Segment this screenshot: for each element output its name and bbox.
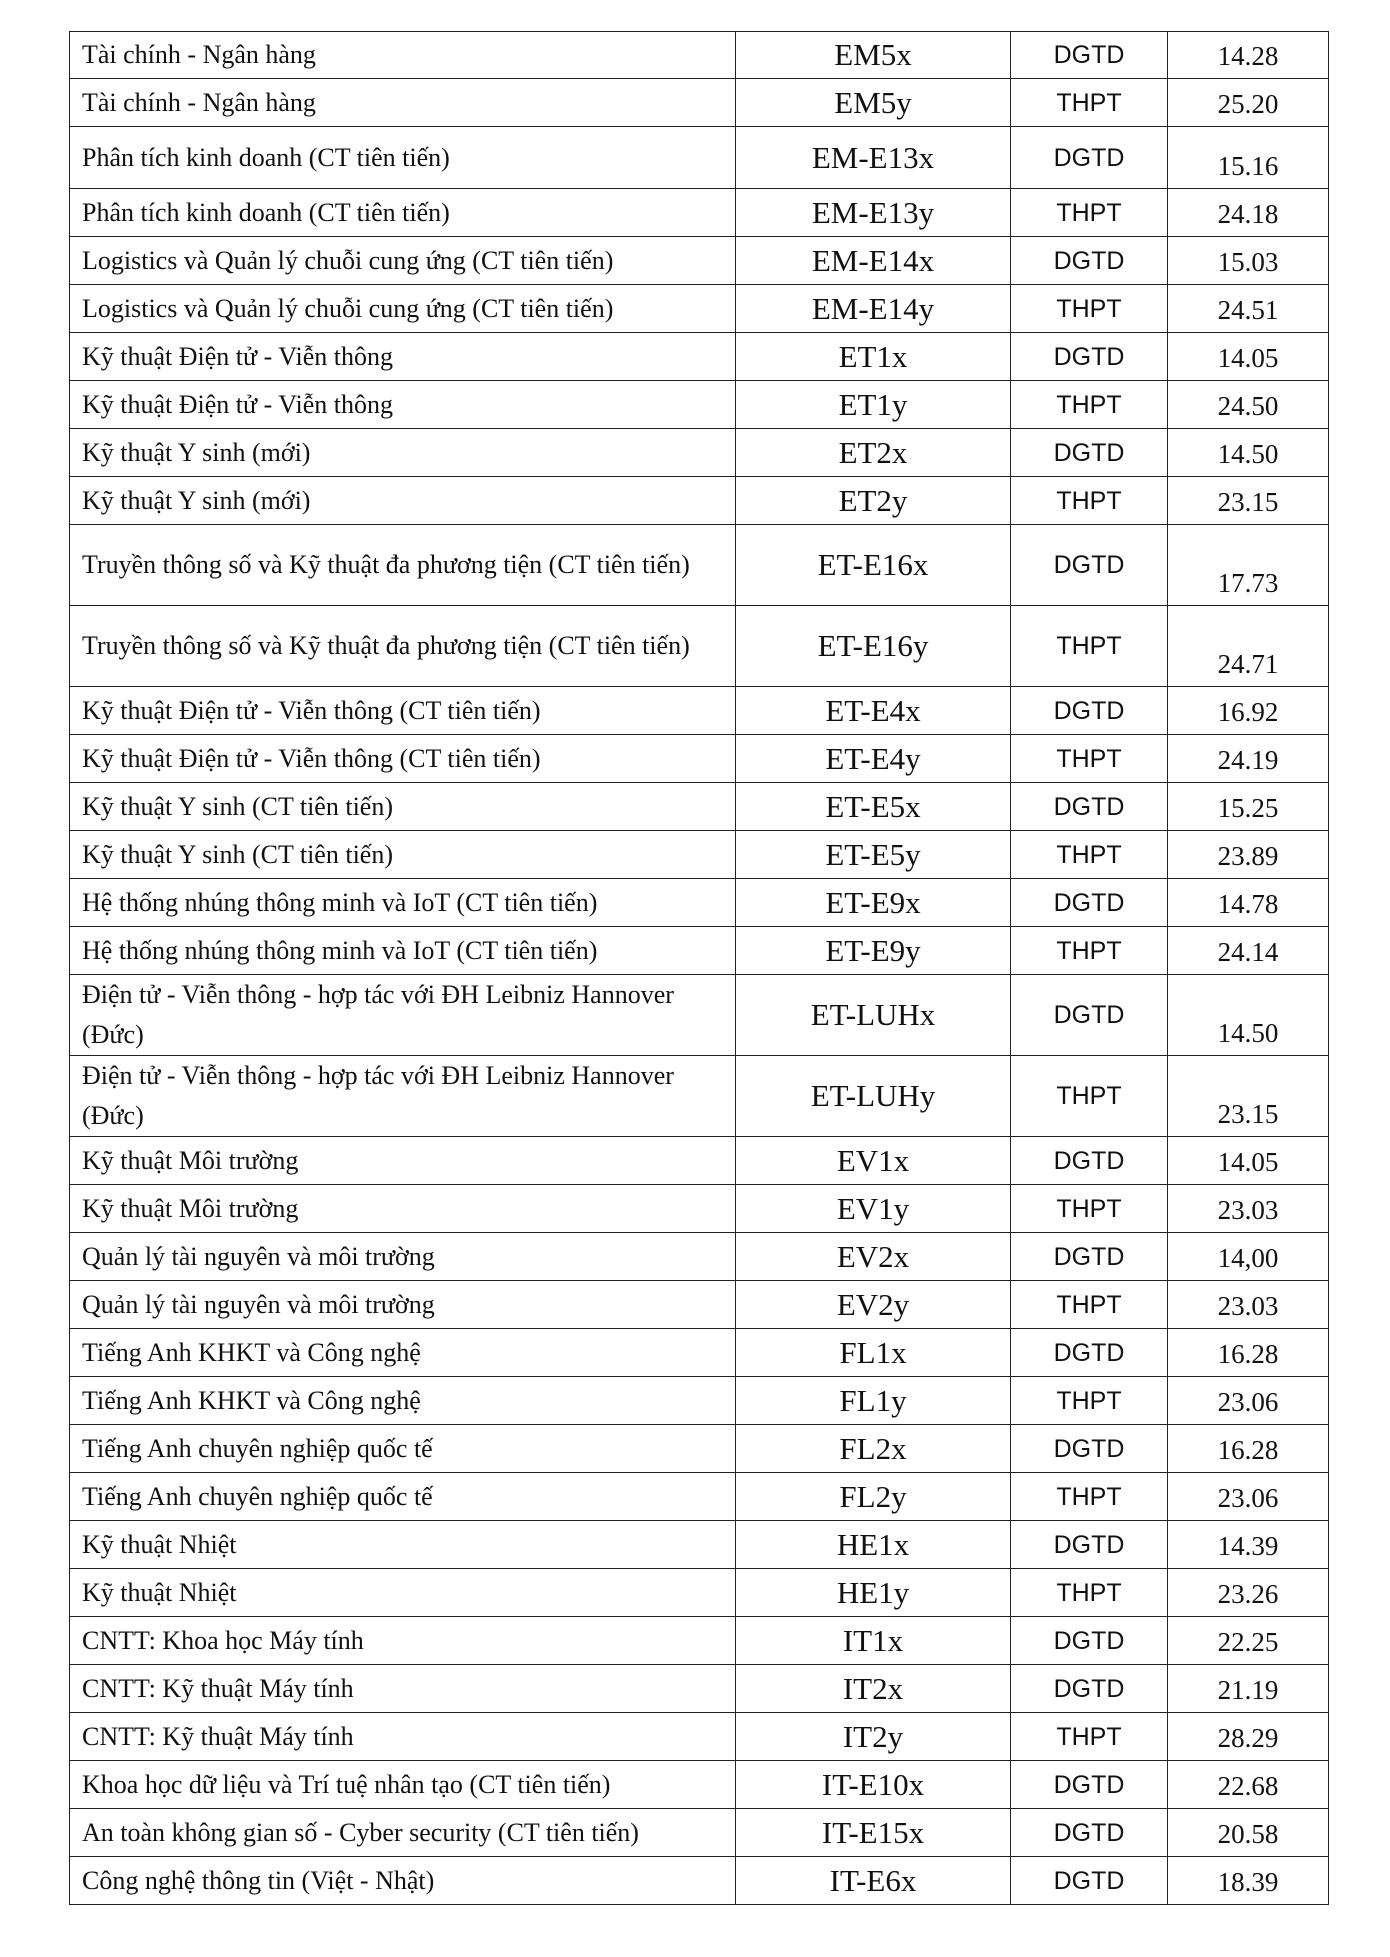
cutoff-score-cell: 23.06 — [1168, 1377, 1329, 1425]
cutoff-score-cell: 23.03 — [1168, 1281, 1329, 1329]
program-code-cell: IT2y — [736, 1713, 1011, 1761]
cutoff-score-cell: 24.18 — [1168, 189, 1329, 237]
program-code-cell: EM5y — [736, 79, 1011, 127]
program-name-cell: Công nghệ thông tin (Việt - Nhật) — [70, 1857, 736, 1905]
table-row — [70, 1185, 1329, 1233]
program-code-cell: ET1y — [736, 381, 1011, 429]
program-name-cell: Kỹ thuật Điện tử - Viễn thông — [70, 333, 736, 381]
cutoff-score-cell: 24.14 — [1168, 927, 1329, 975]
program-code-cell: EM5x — [736, 32, 1011, 79]
table-row — [70, 1617, 1329, 1665]
program-code-cell: ET-E4x — [736, 687, 1011, 735]
cutoff-score-cell: 23.89 — [1168, 831, 1329, 879]
table-row — [70, 237, 1329, 285]
program-name-cell: Khoa học dữ liệu và Trí tuệ nhân tạo (CT tiên tiến) — [70, 1761, 736, 1809]
admission-method-cell: THPT — [1011, 381, 1168, 429]
cutoff-score-cell: 22.25 — [1168, 1617, 1329, 1665]
program-code-cell: ET-E16y — [736, 606, 1011, 687]
program-name-cell: Logistics và Quản lý chuỗi cung ứng (CT tiên tiến) — [70, 285, 736, 333]
table-row — [70, 1377, 1329, 1425]
program-code-cell: ET2x — [736, 429, 1011, 477]
program-name-cell: Phân tích kinh doanh (CT tiên tiến) — [70, 189, 736, 237]
program-name-cell: Kỹ thuật Y sinh (CT tiên tiến) — [70, 783, 736, 831]
program-name-cell: Kỹ thuật Nhiệt — [70, 1569, 736, 1617]
cutoff-score-cell: 20.58 — [1168, 1809, 1329, 1857]
program-name-cell: Kỹ thuật Y sinh (mới) — [70, 429, 736, 477]
admission-method-cell: DGTD — [1011, 1665, 1168, 1713]
admission-method-cell: DGTD — [1011, 1617, 1168, 1665]
program-name-cell: Kỹ thuật Điện tử - Viễn thông (CT tiên tiến) — [70, 735, 736, 783]
program-name-cell: Kỹ thuật Y sinh (mới) — [70, 477, 736, 525]
program-name-cell: Tiếng Anh KHKT và Công nghệ — [70, 1329, 736, 1377]
cutoff-score-cell: 16.92 — [1168, 687, 1329, 735]
admission-method-cell: DGTD — [1011, 429, 1168, 477]
program-name-cell: Kỹ thuật Môi trường — [70, 1185, 736, 1233]
admission-method-cell: THPT — [1011, 477, 1168, 525]
program-name-cell: An toàn không gian số - Cyber security (CT tiên tiến) — [70, 1809, 736, 1857]
admission-method-cell: DGTD — [1011, 525, 1168, 606]
table-row — [70, 1281, 1329, 1329]
program-code-cell: ET-E9x — [736, 879, 1011, 927]
program-name-cell: Quản lý tài nguyên và môi trường — [70, 1281, 736, 1329]
cutoff-score-cell: 18.39 — [1168, 1857, 1329, 1905]
program-name-cell: CNTT: Kỹ thuật Máy tính — [70, 1665, 736, 1713]
table-row — [70, 1857, 1329, 1905]
table-row — [70, 477, 1329, 525]
admission-method-cell: DGTD — [1011, 1761, 1168, 1809]
program-code-cell: ET-E5x — [736, 783, 1011, 831]
program-code-cell: FL1x — [736, 1329, 1011, 1377]
cutoff-score-cell: 21.19 — [1168, 1665, 1329, 1713]
cutoff-score-cell: 23.15 — [1168, 477, 1329, 525]
cutoff-score-cell: 15.16 — [1168, 127, 1329, 189]
program-code-cell: IT1x — [736, 1617, 1011, 1665]
program-code-cell: ET-LUHx — [736, 975, 1011, 1056]
program-code-cell: ET-E4y — [736, 735, 1011, 783]
program-name-cell: CNTT: Khoa học Máy tính — [70, 1617, 736, 1665]
admission-method-cell: THPT — [1011, 285, 1168, 333]
admission-method-cell: DGTD — [1011, 32, 1168, 79]
table-row — [70, 1056, 1329, 1137]
cutoff-score-cell: 25.20 — [1168, 79, 1329, 127]
program-code-cell: IT2x — [736, 1665, 1011, 1713]
admission-method-cell: THPT — [1011, 1473, 1168, 1521]
table-row — [70, 831, 1329, 879]
table-row — [70, 927, 1329, 975]
cutoff-score-cell: 23.26 — [1168, 1569, 1329, 1617]
cutoff-score-cell: 22.68 — [1168, 1761, 1329, 1809]
cutoff-score-cell: 15.25 — [1168, 783, 1329, 831]
table-row — [70, 285, 1329, 333]
admission-method-cell: DGTD — [1011, 783, 1168, 831]
program-code-cell: IT-E10x — [736, 1761, 1011, 1809]
table-row — [70, 333, 1329, 381]
admission-method-cell: DGTD — [1011, 687, 1168, 735]
cutoff-score-cell: 14.05 — [1168, 333, 1329, 381]
cutoff-score-cell: 24.50 — [1168, 381, 1329, 429]
admission-method-cell: DGTD — [1011, 1329, 1168, 1377]
cutoff-score-cell: 17.73 — [1168, 525, 1329, 606]
cutoff-score-cell: 14.28 — [1168, 32, 1329, 79]
program-code-cell: EM-E13x — [736, 127, 1011, 189]
program-code-cell: EV1x — [736, 1137, 1011, 1185]
program-name-cell: Kỹ thuật Điện tử - Viễn thông — [70, 381, 736, 429]
program-name-cell: Logistics và Quản lý chuỗi cung ứng (CT tiên tiến) — [70, 237, 736, 285]
cutoff-score-cell: 15.03 — [1168, 237, 1329, 285]
program-name-cell: Kỹ thuật Nhiệt — [70, 1521, 736, 1569]
table-row — [70, 687, 1329, 735]
admission-method-cell: THPT — [1011, 189, 1168, 237]
table-row — [70, 1137, 1329, 1185]
program-code-cell: HE1x — [736, 1521, 1011, 1569]
admission-method-cell: THPT — [1011, 1056, 1168, 1137]
program-code-cell: FL2y — [736, 1473, 1011, 1521]
cutoff-score-cell: 28.29 — [1168, 1713, 1329, 1761]
table-row — [70, 1329, 1329, 1377]
program-code-cell: ET-LUHy — [736, 1056, 1011, 1137]
program-name-cell: Tiếng Anh KHKT và Công nghệ — [70, 1377, 736, 1425]
admission-method-cell: THPT — [1011, 1713, 1168, 1761]
program-code-cell: ET-E5y — [736, 831, 1011, 879]
cutoff-score-cell: 24.71 — [1168, 606, 1329, 687]
program-name-cell: Phân tích kinh doanh (CT tiên tiến) — [70, 127, 736, 189]
table-row — [70, 525, 1329, 606]
program-code-cell: IT-E15x — [736, 1809, 1011, 1857]
admission-method-cell: THPT — [1011, 1185, 1168, 1233]
table-body — [70, 32, 1329, 1905]
admission-method-cell: THPT — [1011, 606, 1168, 687]
cutoff-score-cell: 14.05 — [1168, 1137, 1329, 1185]
table-row — [70, 1473, 1329, 1521]
cutoff-score-cell: 14.50 — [1168, 429, 1329, 477]
table-row — [70, 189, 1329, 237]
program-code-cell: ET2y — [736, 477, 1011, 525]
admission-method-cell: DGTD — [1011, 975, 1168, 1056]
cutoff-score-cell: 24.19 — [1168, 735, 1329, 783]
cutoff-score-cell: 14.78 — [1168, 879, 1329, 927]
admission-method-cell: DGTD — [1011, 1857, 1168, 1905]
program-code-cell: EM-E14x — [736, 237, 1011, 285]
admission-method-cell: DGTD — [1011, 1425, 1168, 1473]
program-name-cell: Hệ thống nhúng thông minh và IoT (CT tiên tiến) — [70, 879, 736, 927]
program-code-cell: ET1x — [736, 333, 1011, 381]
table-row — [70, 783, 1329, 831]
program-name-cell: Tiếng Anh chuyên nghiệp quốc tế — [70, 1473, 736, 1521]
program-name-cell: Kỹ thuật Môi trường — [70, 1137, 736, 1185]
admission-method-cell: THPT — [1011, 735, 1168, 783]
admission-method-cell: THPT — [1011, 831, 1168, 879]
program-code-cell: FL2x — [736, 1425, 1011, 1473]
table-row — [70, 1569, 1329, 1617]
program-code-cell: ET-E9y — [736, 927, 1011, 975]
program-code-cell: HE1y — [736, 1569, 1011, 1617]
cutoff-score-cell: 14.50 — [1168, 975, 1329, 1056]
table-row — [70, 1521, 1329, 1569]
program-name-cell: Điện tử - Viễn thông - hợp tác với ĐH Leibniz Hannover (Đức) — [70, 1056, 736, 1137]
table-row — [70, 1665, 1329, 1713]
program-name-cell: Điện tử - Viễn thông - hợp tác với ĐH Leibniz Hannover (Đức) — [70, 975, 736, 1056]
program-code-cell: EM-E14y — [736, 285, 1011, 333]
program-name-cell: Truyền thông số và Kỹ thuật đa phương tiện (CT tiên tiến) — [70, 525, 736, 606]
program-code-cell: EM-E13y — [736, 189, 1011, 237]
program-name-cell: Truyền thông số và Kỹ thuật đa phương tiện (CT tiên tiến) — [70, 606, 736, 687]
cutoff-score-cell: 24.51 — [1168, 285, 1329, 333]
program-code-cell: ET-E16x — [736, 525, 1011, 606]
admission-method-cell: THPT — [1011, 1377, 1168, 1425]
program-name-cell: Kỹ thuật Điện tử - Viễn thông (CT tiên tiến) — [70, 687, 736, 735]
table-row — [70, 1425, 1329, 1473]
program-name-cell: CNTT: Kỹ thuật Máy tính — [70, 1713, 736, 1761]
cutoff-score-cell: 16.28 — [1168, 1329, 1329, 1377]
admission-method-cell: THPT — [1011, 1281, 1168, 1329]
cutoff-score-cell: 23.06 — [1168, 1473, 1329, 1521]
program-name-cell: Tài chính - Ngân hàng — [70, 32, 736, 79]
admission-method-cell: THPT — [1011, 79, 1168, 127]
table-row — [70, 1809, 1329, 1857]
admission-method-cell: DGTD — [1011, 127, 1168, 189]
program-code-cell: EV2x — [736, 1233, 1011, 1281]
program-name-cell: Kỹ thuật Y sinh (CT tiên tiến) — [70, 831, 736, 879]
program-name-cell: Tiếng Anh chuyên nghiệp quốc tế — [70, 1425, 736, 1473]
cutoff-score-cell: 14.39 — [1168, 1521, 1329, 1569]
table-row — [70, 1761, 1329, 1809]
cutoff-score-cell: 23.03 — [1168, 1185, 1329, 1233]
table-row — [70, 127, 1329, 189]
program-name-cell: Hệ thống nhúng thông minh và IoT (CT tiên tiến) — [70, 927, 736, 975]
cutoff-score-cell: 16.28 — [1168, 1425, 1329, 1473]
table-row — [70, 1713, 1329, 1761]
table-row — [70, 975, 1329, 1056]
table-row — [70, 32, 1329, 79]
table-row — [70, 1233, 1329, 1281]
table-row — [70, 606, 1329, 687]
admission-method-cell: DGTD — [1011, 1809, 1168, 1857]
cutoff-score-cell: 23.15 — [1168, 1056, 1329, 1137]
program-name-cell: Tài chính - Ngân hàng — [70, 79, 736, 127]
table-row — [70, 79, 1329, 127]
admission-method-cell: DGTD — [1011, 237, 1168, 285]
admission-method-cell: DGTD — [1011, 333, 1168, 381]
program-code-cell: EV2y — [736, 1281, 1011, 1329]
table-row — [70, 879, 1329, 927]
admission-method-cell: THPT — [1011, 1569, 1168, 1617]
table-row — [70, 735, 1329, 783]
program-code-cell: EV1y — [736, 1185, 1011, 1233]
cutoff-score-cell: 14,00 — [1168, 1233, 1329, 1281]
program-code-cell: FL1y — [736, 1377, 1011, 1425]
admission-method-cell: DGTD — [1011, 1521, 1168, 1569]
table-row — [70, 429, 1329, 477]
admission-score-table — [69, 31, 1329, 1905]
program-name-cell: Quản lý tài nguyên và môi trường — [70, 1233, 736, 1281]
admission-method-cell: DGTD — [1011, 1137, 1168, 1185]
admission-method-cell: DGTD — [1011, 879, 1168, 927]
admission-method-cell: THPT — [1011, 927, 1168, 975]
program-code-cell: IT-E6x — [736, 1857, 1011, 1905]
admission-method-cell: DGTD — [1011, 1233, 1168, 1281]
table-row — [70, 381, 1329, 429]
